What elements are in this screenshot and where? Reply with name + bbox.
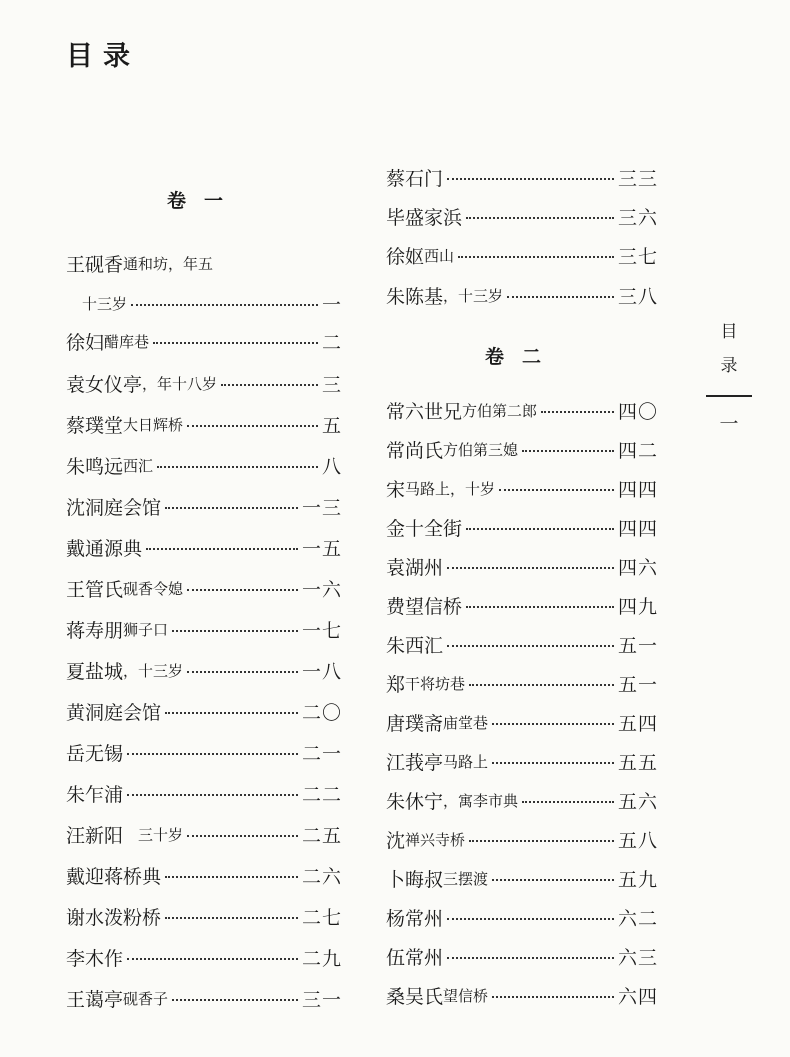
entry-name: 王砚香	[66, 253, 124, 276]
toc-entry[interactable]	[66, 248, 342, 278]
dot-leader	[153, 342, 318, 344]
entry-name: 江莪亭	[386, 751, 444, 774]
dot-leader	[165, 876, 298, 878]
entry-page: 三	[321, 373, 342, 396]
entry-page: 三八	[617, 285, 658, 308]
toc-entry[interactable]	[386, 162, 658, 192]
entry-name: 朱休宁	[386, 790, 444, 813]
dot-leader	[469, 684, 614, 686]
entry-note: ，十三岁	[123, 661, 184, 680]
entry-name: 戴迎蒋桥典	[66, 865, 162, 888]
entry-name: 桑吴氏	[386, 985, 444, 1008]
entry-note: 干将坊巷	[405, 674, 466, 693]
dot-leader	[492, 879, 614, 881]
entry-page: 六二	[617, 907, 658, 930]
toc-entry[interactable]	[386, 201, 658, 231]
entry-page: 一三	[301, 496, 342, 519]
toc-entry[interactable]	[386, 280, 658, 310]
dot-leader	[447, 918, 614, 920]
dot-leader	[507, 296, 614, 298]
dot-leader	[499, 489, 614, 491]
toc-entry[interactable]	[386, 629, 658, 659]
running-head-label-2: 录	[720, 356, 738, 376]
entry-note: 马路上	[443, 752, 489, 771]
entry-page: 五	[321, 414, 342, 437]
entry-note: ，年十八岁	[142, 374, 218, 393]
toc-entry[interactable]	[66, 983, 342, 1013]
dot-leader	[165, 507, 298, 509]
entry-note: 十三岁	[82, 294, 128, 313]
toc-entry[interactable]	[66, 450, 342, 480]
toc-entry[interactable]	[66, 288, 342, 318]
toc-entry[interactable]	[386, 551, 658, 581]
entry-name: 袁女仪亭	[66, 373, 143, 396]
entry-note: 砚香子	[123, 989, 169, 1008]
dot-leader	[187, 671, 298, 673]
entry-name: 袁湖州	[386, 556, 444, 579]
entry-name: 朱乍浦	[66, 783, 124, 806]
toc-entry[interactable]	[386, 902, 658, 932]
entry-page: 五一	[617, 673, 658, 696]
entry-page: 二六	[301, 865, 342, 888]
entry-page: 一	[321, 293, 342, 316]
entry-name: 夏盐城	[66, 660, 124, 683]
dot-leader	[157, 466, 318, 468]
entry-page: 一七	[301, 619, 342, 642]
entry-name: 宋	[386, 478, 406, 501]
dot-leader	[131, 304, 318, 306]
entry-name: 毕盛家浜	[386, 206, 463, 229]
entry-page: 三一	[301, 988, 342, 1011]
entry-name: 徐妇	[66, 331, 105, 354]
entry-name: 唐璞斋	[386, 712, 444, 735]
entry-page: 四九	[617, 595, 658, 618]
entry-note: ，寓李市典	[443, 791, 519, 810]
entry-note: 三十岁	[123, 825, 184, 844]
dot-leader	[447, 645, 614, 647]
dot-leader	[127, 958, 298, 960]
toc-entry[interactable]	[386, 240, 658, 270]
toc-entry[interactable]	[386, 824, 658, 854]
entry-page: 三六	[617, 206, 658, 229]
toc-entry[interactable]	[66, 409, 342, 439]
toc-entry[interactable]	[386, 434, 658, 464]
entry-page: 五六	[617, 790, 658, 813]
entry-name: 王蔼亭	[66, 988, 124, 1011]
entry-page: 五八	[617, 829, 658, 852]
entry-note: 庙堂巷	[443, 713, 489, 732]
entry-name: 岳无锡	[66, 742, 124, 765]
entry-name: 汪新阳	[66, 824, 124, 847]
entry-note: 三摆渡	[443, 869, 489, 888]
toc-entry[interactable]	[66, 901, 342, 931]
dot-leader	[221, 384, 318, 386]
dot-leader	[172, 630, 298, 632]
volume-heading: 卷一	[166, 190, 241, 212]
entry-page: 一六	[301, 578, 342, 601]
entry-page: 四四	[617, 517, 658, 540]
toc-entry[interactable]	[386, 980, 658, 1010]
dot-leader	[146, 548, 298, 550]
entry-name: 费望信桥	[386, 595, 463, 618]
toc-entry[interactable]	[66, 737, 342, 767]
entry-note: 方伯第三媳	[443, 440, 519, 459]
entry-name: 朱陈基	[386, 285, 444, 308]
toc-entry[interactable]	[66, 942, 342, 972]
entry-page: 八	[321, 455, 342, 478]
dot-leader	[187, 835, 298, 837]
dot-leader	[522, 450, 614, 452]
dot-leader	[492, 996, 614, 998]
entry-name: 李木作	[66, 947, 124, 970]
page-number: 一	[719, 413, 739, 435]
toc-entry[interactable]	[386, 668, 658, 698]
toc-entry[interactable]	[386, 941, 658, 971]
entry-page: 五一	[617, 634, 658, 657]
entry-name: 徐妪	[386, 245, 425, 268]
entry-name: 沈	[386, 829, 406, 852]
entry-page: 四六	[617, 556, 658, 579]
entry-note: 醋库巷	[104, 332, 150, 351]
dot-leader	[541, 411, 614, 413]
running-head-rule	[706, 395, 752, 397]
toc-entry[interactable]	[386, 863, 658, 893]
toc-entry[interactable]	[386, 746, 658, 776]
dot-leader	[492, 723, 614, 725]
toc-entry[interactable]	[66, 368, 342, 398]
entry-note: 禅兴寺桥	[405, 830, 466, 849]
entry-name: 金十全街	[386, 517, 463, 540]
toc-entry[interactable]	[66, 491, 342, 521]
entry-name: 郑	[386, 673, 406, 696]
entry-name: 卜晦叔	[386, 868, 444, 891]
dot-leader	[447, 957, 614, 959]
entry-page: 二五	[301, 824, 342, 847]
dot-leader	[458, 256, 614, 258]
entry-note: 西山	[424, 246, 455, 265]
entry-name: 王管氏	[66, 578, 124, 601]
entry-page: 一八	[301, 660, 342, 683]
entry-page: 三三	[617, 167, 658, 190]
entry-page: 二二	[301, 783, 342, 806]
running-head-label-1: 目	[720, 322, 738, 342]
entry-page: 五五	[617, 751, 658, 774]
entry-note: 方伯第二郎	[462, 401, 538, 420]
toc-entry[interactable]	[386, 590, 658, 620]
dot-leader	[165, 712, 298, 714]
dot-leader	[447, 178, 614, 180]
dot-leader	[522, 801, 614, 803]
entry-page: 六三	[617, 946, 658, 969]
toc-entry[interactable]	[386, 785, 658, 815]
toc-entry[interactable]	[66, 696, 342, 726]
entry-name: 戴通源典	[66, 537, 143, 560]
dot-leader	[187, 589, 298, 591]
entry-name: 黄洞庭会馆	[66, 701, 162, 724]
entry-note: 望信桥	[443, 986, 489, 1005]
entry-note: 狮子口	[123, 620, 169, 639]
dot-leader	[447, 567, 614, 569]
dot-leader	[172, 999, 298, 1001]
toc-entry[interactable]	[66, 778, 342, 808]
entry-note: 砚香令媳	[123, 579, 184, 598]
toc-entry[interactable]	[386, 395, 658, 425]
toc-entry[interactable]	[66, 655, 342, 685]
dot-leader	[127, 794, 298, 796]
toc-entry[interactable]	[66, 326, 342, 356]
entry-page: 二九	[301, 947, 342, 970]
entry-note: 通和坊，年五	[123, 254, 214, 273]
entry-name: 杨常州	[386, 907, 444, 930]
toc-entry[interactable]	[66, 819, 342, 849]
toc-entry[interactable]	[66, 532, 342, 562]
entry-page: 六四	[617, 985, 658, 1008]
entry-name: 常六世兄	[386, 400, 463, 423]
entry-page: 四〇	[617, 400, 658, 423]
entry-note: 大日辉桥	[123, 415, 184, 434]
entry-note: 马路上，十岁	[405, 479, 496, 498]
toc-entry[interactable]	[66, 573, 342, 603]
dot-leader	[187, 425, 318, 427]
toc-entry[interactable]	[386, 473, 658, 503]
entry-name: 蔡石门	[386, 167, 444, 190]
entry-name: 蔡璞堂	[66, 414, 124, 437]
dot-leader	[466, 606, 614, 608]
entry-page: 二七	[301, 906, 342, 929]
dot-leader	[466, 528, 614, 530]
entry-page: 五四	[617, 712, 658, 735]
entry-page: 四二	[617, 439, 658, 462]
entry-name: 沈洞庭会馆	[66, 496, 162, 519]
toc-entry[interactable]	[386, 707, 658, 737]
entry-name: 伍常州	[386, 946, 444, 969]
dot-leader	[165, 917, 298, 919]
toc-entry[interactable]	[66, 860, 342, 890]
entry-page: 四四	[617, 478, 658, 501]
entry-name: 蒋寿朋	[66, 619, 124, 642]
entry-name: 朱西汇	[386, 634, 444, 657]
dot-leader	[469, 840, 614, 842]
entry-page: 一五	[301, 537, 342, 560]
toc-entry[interactable]	[386, 512, 658, 542]
toc-entry[interactable]	[66, 614, 342, 644]
dot-leader	[127, 753, 298, 755]
entry-note: ，十三岁	[443, 286, 504, 305]
entry-name: 朱鸣远	[66, 455, 124, 478]
entry-page: 五九	[617, 868, 658, 891]
entry-note: 西汇	[123, 456, 154, 475]
dot-leader	[492, 762, 614, 764]
dot-leader	[466, 217, 614, 219]
running-head	[706, 315, 752, 436]
page-title: 目录	[66, 41, 140, 72]
entry-name: 常尚氏	[386, 439, 444, 462]
entry-page: 二〇	[301, 701, 342, 724]
entry-page: 二一	[301, 742, 342, 765]
entry-name: 谢水泼粉桥	[66, 906, 162, 929]
volume-heading: 卷二	[484, 346, 559, 368]
entry-page: 二	[321, 331, 342, 354]
entry-page: 三七	[617, 245, 658, 268]
